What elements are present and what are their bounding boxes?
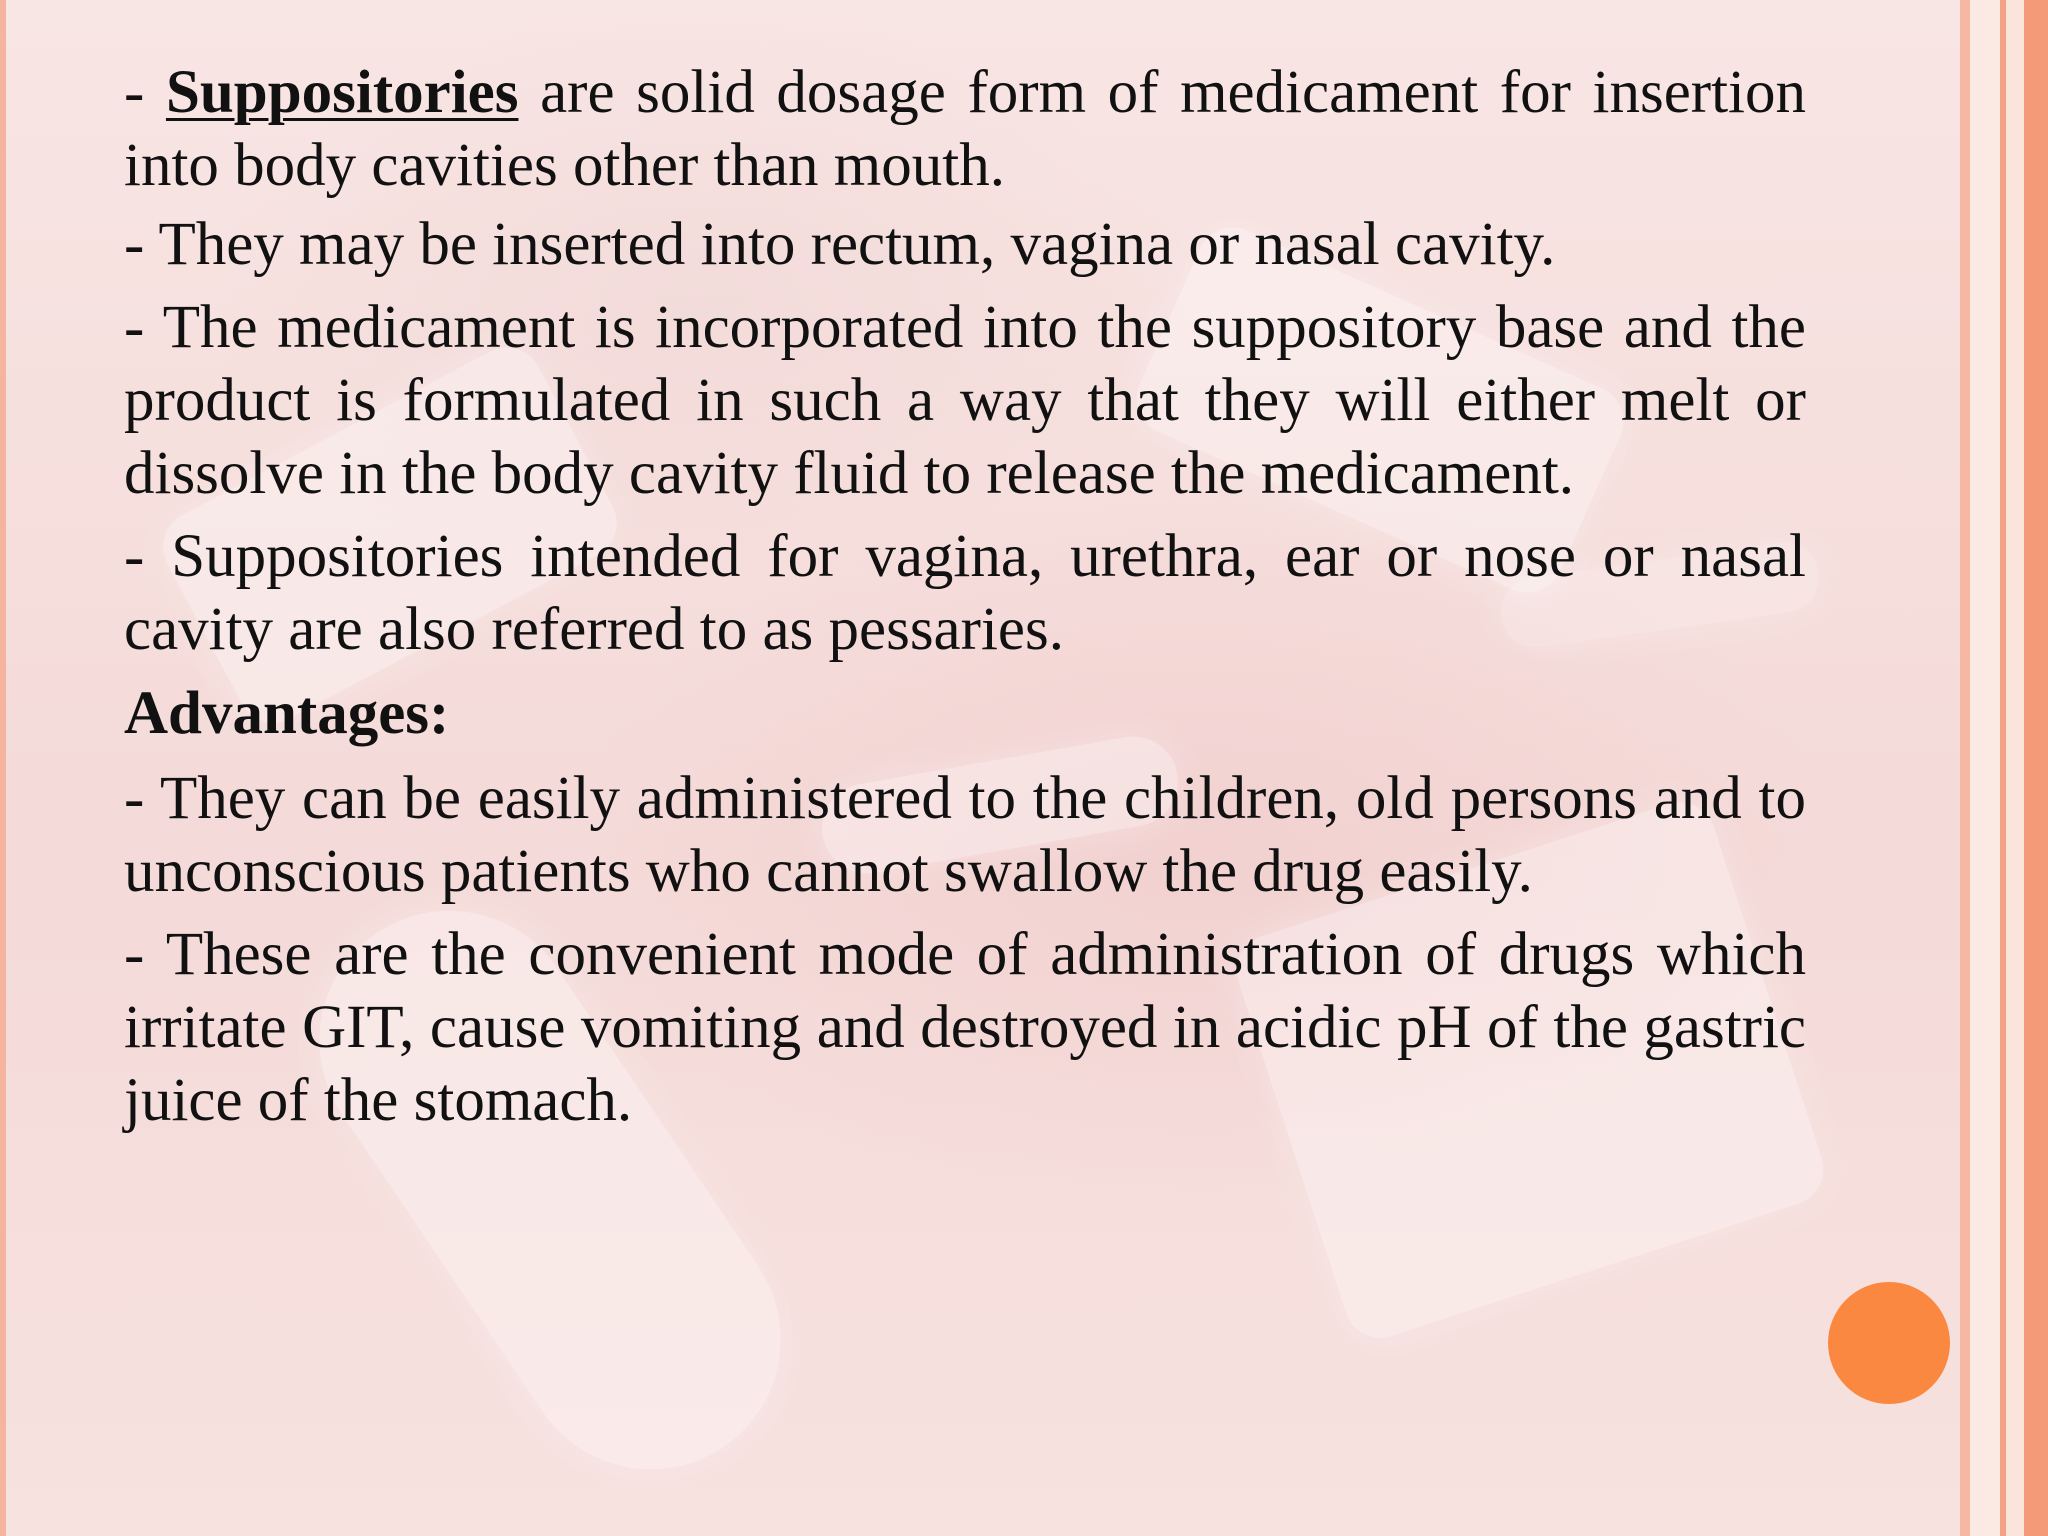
advantages-heading: Advantages: — [124, 680, 450, 747]
bullet-dash: - — [124, 59, 166, 126]
right-border-strip — [1960, 0, 1970, 1536]
definition-paragraph — [124, 56, 1806, 202]
term-suppositories: Suppositories — [165, 59, 519, 126]
definition-text: are solid dosage form of medicament for insertion into body cavities other than mouth. — [124, 59, 1806, 199]
right-border-strip — [2024, 0, 2048, 1536]
advantage-item: - These are the convenient mode of administration of drugs which irritate GIT, cause vomiting and destroyed in acidic pH of the gastric juice of the stomach. — [124, 921, 1806, 1134]
slide-body — [124, 56, 1806, 1147]
paragraph-pessaries: - Suppositories intended for vagina, urethra, ear or nose or nasal cavity are also referred to as pessaries. — [124, 523, 1806, 663]
paragraph-formulation: - The medicament is incorporated into the suppository base and the product is formulated in such a way that they will either melt or dissolve in the body cavity fluid to release the medicament. — [124, 294, 1806, 507]
right-border-strip — [1970, 0, 2000, 1536]
right-border-strip — [2006, 0, 2024, 1536]
paragraph-insertion-sites: - They may be inserted into rectum, vagina or nasal cavity. — [124, 211, 1556, 278]
orange-accent-dot — [1828, 1282, 1950, 1404]
left-edge-border — [0, 0, 6, 1536]
advantage-item: - They can be easily administered to the children, old persons and to unconscious patients who cannot swallow the drug easily. — [124, 765, 1806, 905]
